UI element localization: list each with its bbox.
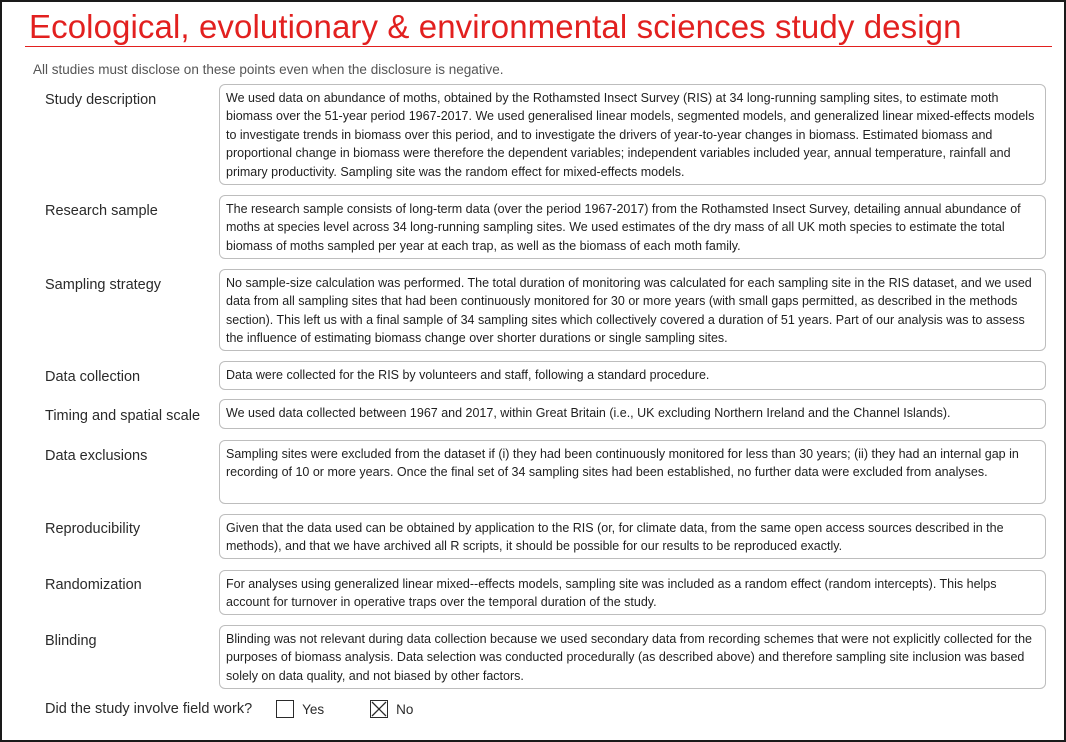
row-label-blinding: Blinding xyxy=(45,633,97,649)
row-box-data-collection[interactable]: Data were collected for the RIS by volunteers and staff, following a standard procedure. xyxy=(219,361,1046,390)
row-label-study-description: Study description xyxy=(45,92,157,108)
row-label-reproducibility: Reproducibility xyxy=(45,521,141,537)
row-label-data-exclusions: Data exclusions xyxy=(45,448,148,464)
row-label-randomization: Randomization xyxy=(45,577,142,593)
fieldwork-question: Did the study involve field work? xyxy=(45,701,253,717)
row-box-randomization[interactable]: For analyses using generalized linear mixed--effects models, sampling site was included as a random effect (random intercepts). This helps account for turnover in operative traps over the temporal duration of the study. xyxy=(219,570,1046,615)
row-box-study-description[interactable]: We used data on abundance of moths, obtained by the Rothamsted Insect Survey (RIS) at 34 long-running sampling sites, to estimate moth biomass over the 51-year period 1967-2017. We used generalised linear models, segmented models, and generalized linear mixed-effects models to investigate trends in biomass over this period, and to investigate the drivers of year-to-year changes in biomass. Estimated biomass and proportional change in biomass were therefore the dependent variables; independent variables included year, annual temperature, rainfall and primary productivity. Sampling site was the random effect for mixed-effects models. xyxy=(219,84,1046,185)
row-label-research-sample: Research sample xyxy=(45,203,158,219)
row-box-data-exclusions[interactable]: Sampling sites were excluded from the dataset if (i) they had been continuously monitored for less than 30 years; (ii) they had an internal gap in recording of 10 or more years. Once the final set of 34 sampling sites had been established, no further data were excluded from analyses. xyxy=(219,440,1046,504)
yes-checkbox[interactable] xyxy=(276,700,294,718)
row-box-timing-spatial-scale[interactable]: We used data collected between 1967 and 2017, within Great Britain (i.e., UK excluding Northern Ireland and the Channel Islands). xyxy=(219,399,1046,429)
no-checkbox[interactable] xyxy=(370,700,388,718)
no-label: No xyxy=(396,701,414,717)
row-label-sampling-strategy: Sampling strategy xyxy=(45,277,162,293)
row-box-sampling-strategy[interactable]: No sample-size calculation was performed. The total duration of monitoring was calculated for each sampling site in the RIS dataset, and we used data from all sampling sites that had been continuously monitored for 30 or more years (with small gaps permitted, as described in the methods section). This left us with a final sample of 34 sampling sites which collectively covered a duration of 51 years. Part of our analysis was to assess the influence of estimating biomass change over shorter durations or single sampling sites. xyxy=(219,269,1046,351)
yes-label: Yes xyxy=(302,701,325,717)
row-box-research-sample[interactable]: The research sample consists of long-term data (over the period 1967-2017) from the Rothamsted Insect Survey, detailing annual abundance of moths at species level across 34 long-running sampling sites. We used estimates of the dry mass of all UK moth species to estimate the total biomass of moths sampled per year at each trap, as well as the biomass of each moth family. xyxy=(219,195,1046,259)
row-box-blinding[interactable]: Blinding was not relevant during data collection because we used secondary data from recording schemes that were not explicitly collected for the purposes of biomass analysis. Data selection was conducted procedurally (as described above) and therefore sampling site inclusion was based solely on data quality, and not biased by other factors. xyxy=(219,625,1046,689)
checked-x-icon xyxy=(371,701,387,717)
page-title: Ecological, evolutionary & environmental sciences study design xyxy=(29,8,962,45)
intro-text: All studies must disclose on these points even when the disclosure is negative. xyxy=(33,62,504,77)
title-divider xyxy=(25,46,1052,47)
row-label-data-collection: Data collection xyxy=(45,369,141,385)
row-label-timing-spatial-scale: Timing and spatial scale xyxy=(45,408,201,424)
row-box-reproducibility[interactable]: Given that the data used can be obtained by application to the RIS (or, for climate data, from the same open access sources described in the methods), and that we have archived all R scripts, it should be possible for our results to be reproduced exactly. xyxy=(219,514,1046,559)
fieldwork-question-row xyxy=(45,699,459,719)
